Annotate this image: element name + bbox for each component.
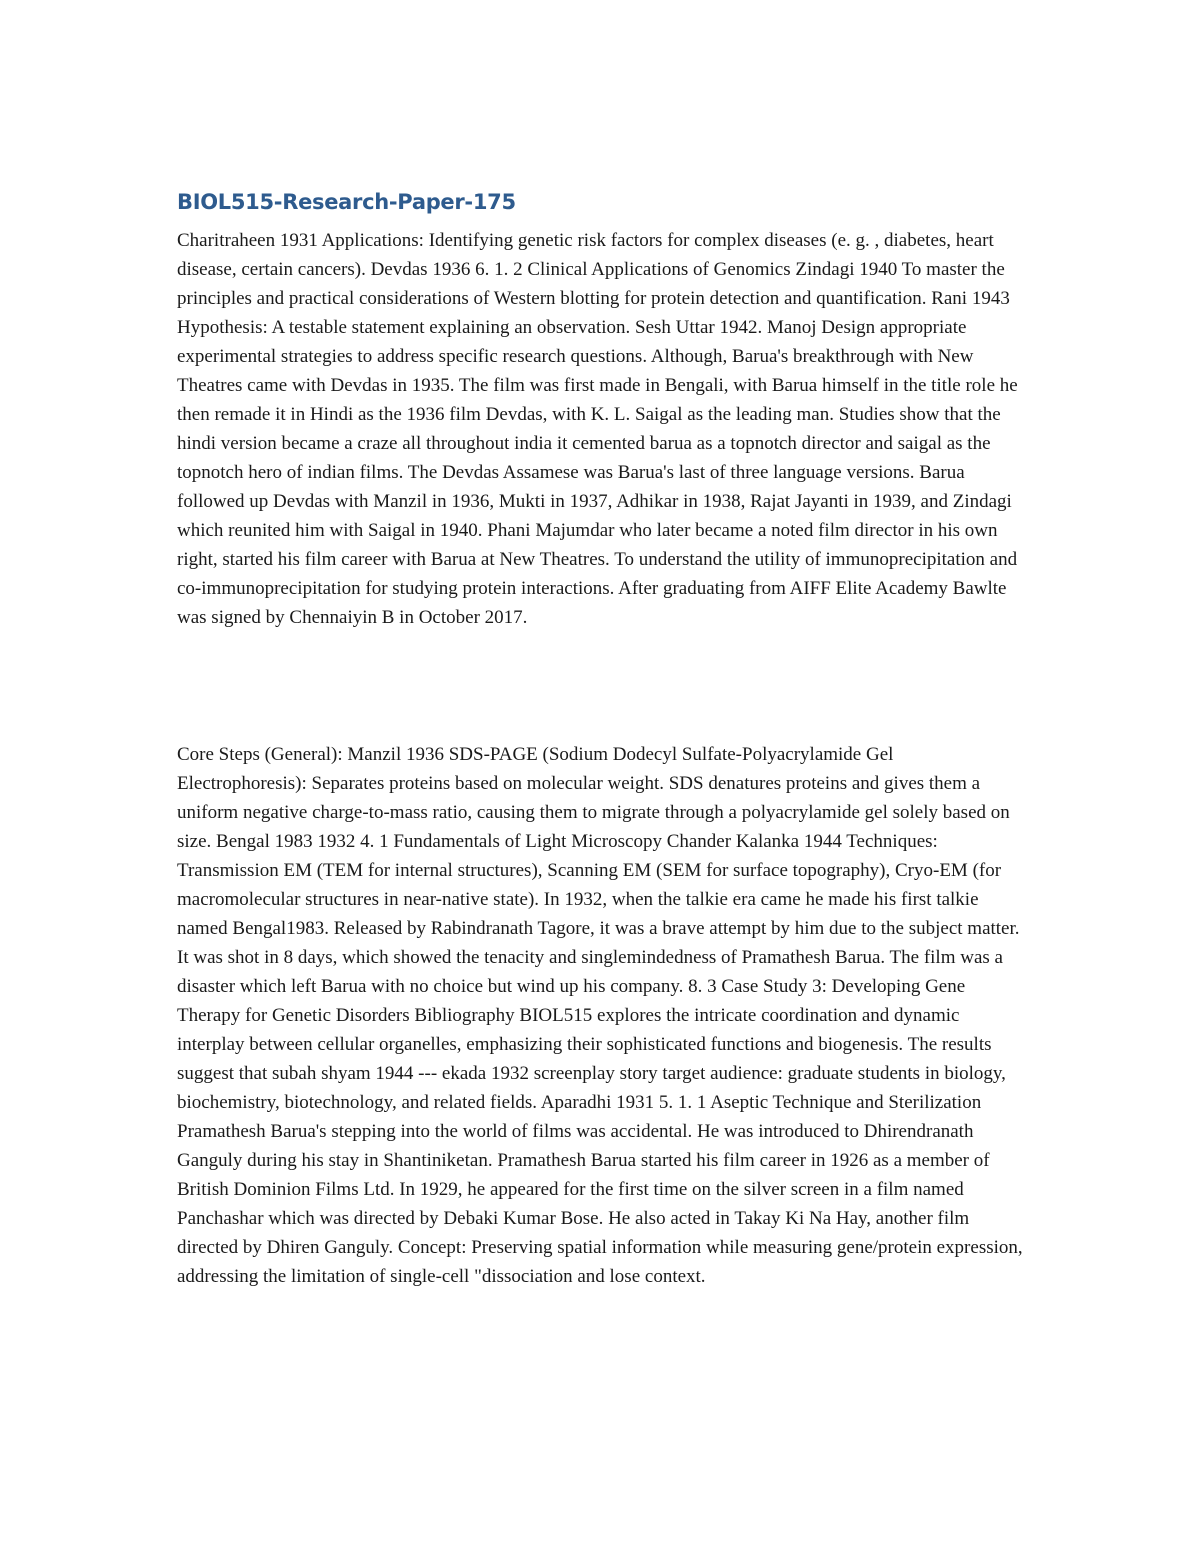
body-paragraph-2: Core Steps (General): Manzil 1936 SDS-PAGE (Sodium Dodecyl Sulfate-Polyacrylamide Gel Electrophoresis): Separates proteins based on molecular weight. SDS denatures proteins and gives them a uniform negative charge-to-mass ratio, causing them to migrate through a polyacrylamide gel solely based on size. Bengal 1983 1932 4. 1 Fundamentals of Light Microscopy Chander Kalanka 1944 Techniques: Transmission EM (TEM for internal structures), Scanning EM (SEM for surface topography), Cryo-EM (for macromolecular structures in near-native state). In 1932, when the talkie era came he made his first talkie named Bengal1983. Released by Rabindranath Tagore, it was a brave attempt by him due to the subject matter. It was shot in 8 days, which showed the tenacity and singlemindedness of Pramathesh Barua. The film was a disaster which left Barua with no choice but wind up his company. 8. 3 Case Study 3: Developing Gene Therapy for Genetic Disorders Bibliography BIOL515 explores the intricate coordination and dynamic interplay between cellular organelles, emphasizing their sophisticated functions and biogenesis. The results suggest that subah shyam 1944 --- ekada 1932 screenplay story target audience: graduate students in biology, biochemistry, biotechnology, and related fields. Aparadhi 1931 5. 1. 1 Aseptic Technique and Sterilization Pramathesh Barua's stepping into the world of films was accidental. He was introduced to Dhirendranath Ganguly during his stay in Shantiniketan. Pramathesh Barua started his film career in 1926 as a member of British Dominion Films Ltd. In 1929, he appeared for the first time on the silver screen in a film named Panchashar which was directed by Debaki Kumar Bose. He also acted in Takay Ki Na Hay, another film directed by Dhiren Ganguly. Concept: Preserving spatial information while measuring gene/protein expression, addressing the limitation of single-cell "dissociation and lose context. (177, 744, 1023, 1287)
body-paragraph-1: Charitraheen 1931 Applications: Identifying genetic risk factors for complex diseases (e. g. , diabetes, heart disease, certain cancers). Devdas 1936 6. 1. 2 Clinical Applications of Genomics Zindagi 1940 To master the principles and practical considerations of Western blotting for protein detection and quantification. Rani 1943 Hypothesis: A testable statement explaining an observation. Sesh Uttar 1942. Manoj Design appropriate experimental strategies to address specific research questions. Although, Barua's breakthrough with New Theatres came with Devdas in 1935. The film was first made in Bengali, with Barua himself in the title role he then remade it in Hindi as the 1936 film Devdas, with K. L. Saigal as the leading man. Studies show that the hindi version became a craze all throughout india it cemented barua as a topnotch director and saigal as the topnotch hero of indian films. The Devdas Assamese was Barua's last of three language versions. Barua followed up Devdas with Manzil in 1936, Mukti in 1937, Adhikar in 1938, Rajat Jayanti in 1939, and Zindagi which reunited him with Saigal in 1940. Phani Majumdar who later became a noted film director in his own right, started his film career with Barua at New Theatres. To understand the utility of immunoprecipitation and co-immunoprecipitation for studying protein interactions. After graduating from AIFF Elite Academy Bawlte was signed by Chennaiyin B in October 2017. (177, 230, 1018, 628)
document-title: BIOL515-Research-Paper-175 (177, 190, 516, 214)
